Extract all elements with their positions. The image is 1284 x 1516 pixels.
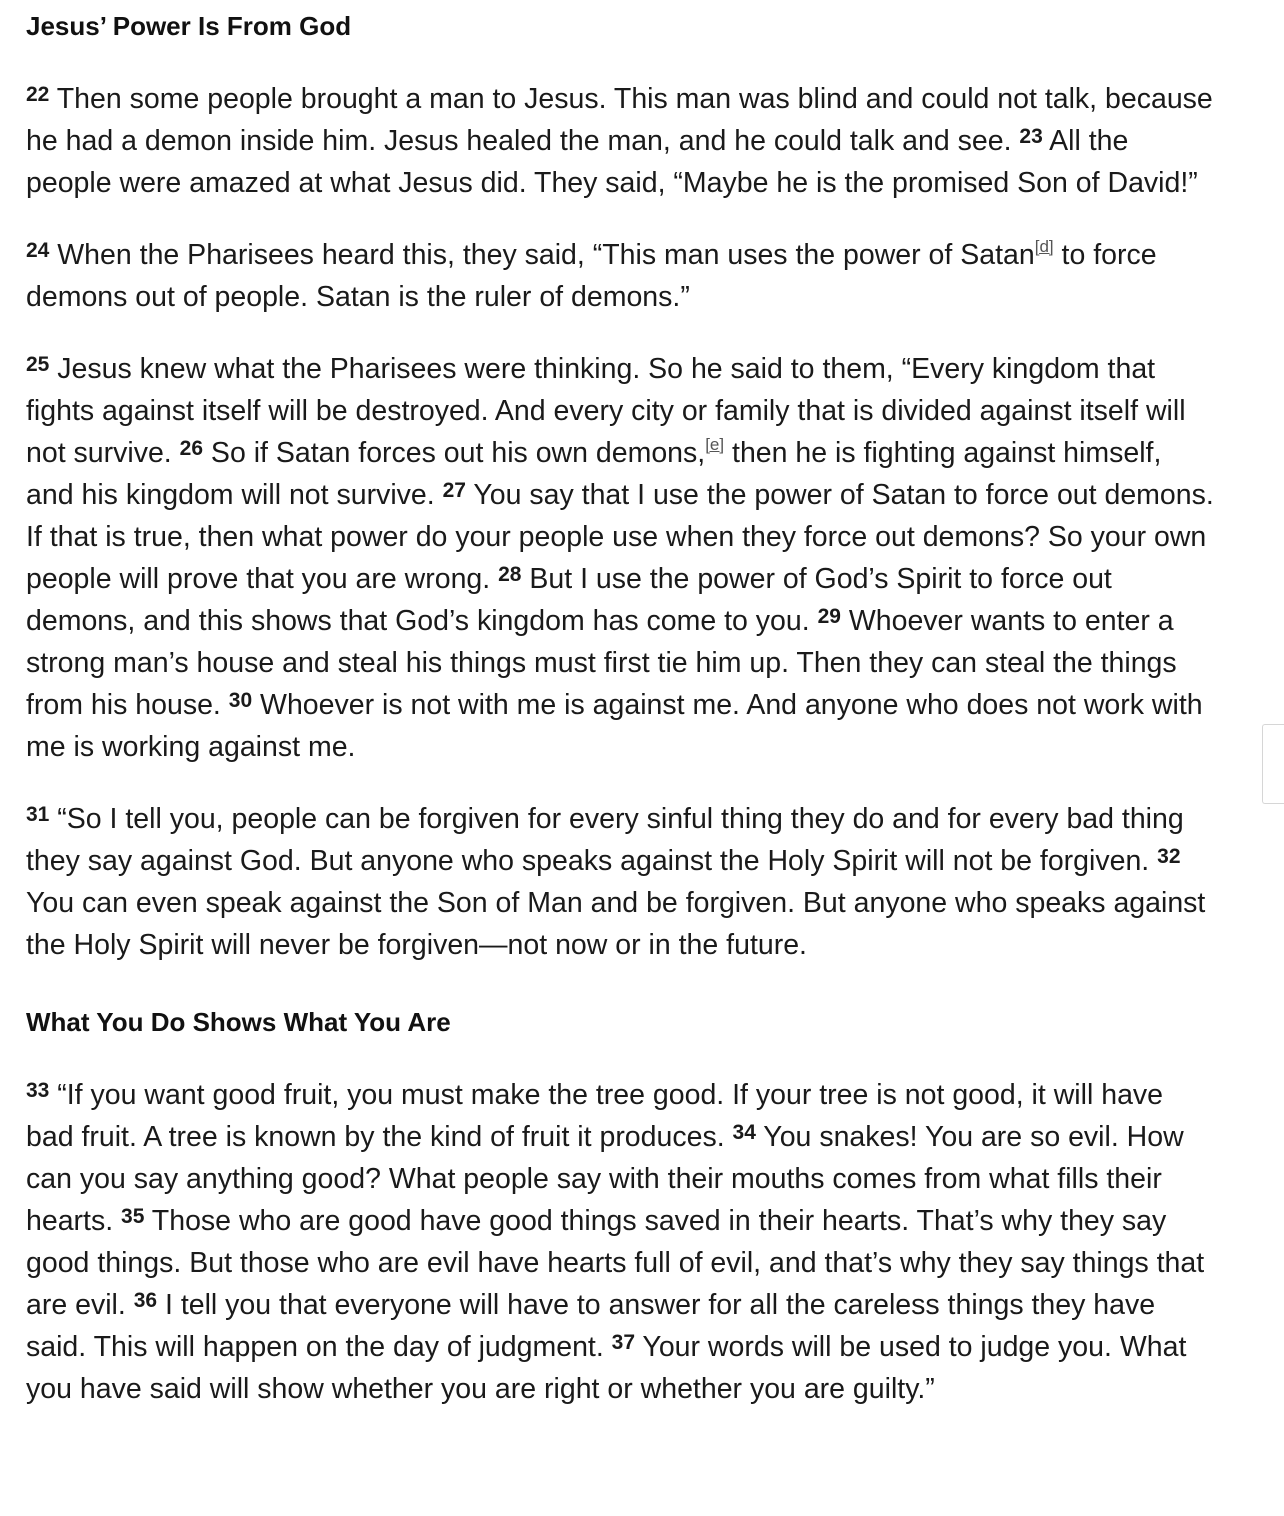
verse-text: You can even speak against the Son of Man and be forgiven. But anyone who speaks against the Holy Spirit will never be forgiven—not now or in the future. — [26, 887, 1206, 961]
footnote-link[interactable]: [e] — [705, 435, 725, 454]
verse-number: 37 — [611, 1331, 636, 1354]
verse-text: All the people were amazed at what Jesus did. They said, “Maybe he is the promised Son of David!” — [26, 125, 1198, 199]
paragraph — [26, 798, 1216, 966]
verse-text: You snakes! You are so evil. How can you say anything good? What people say with their mouths comes from what fills their hearts. — [26, 1121, 1184, 1237]
verse-text: then he is fighting against himself, and his kingdom will not survive. — [26, 437, 1162, 511]
verse-number: 28 — [498, 563, 522, 586]
section-heading: Jesus’ Power Is From God — [26, 11, 352, 41]
verse-text: When the Pharisees heard this, they said, “This man uses the power of Satan — [49, 239, 1035, 271]
paragraph — [26, 1074, 1216, 1410]
side-panel-tab[interactable] — [1262, 724, 1284, 804]
verse-text: I tell you that everyone will have to answer for all the careless things they have said. This will happen on the day of judgment. — [26, 1289, 1156, 1363]
verse-number: 30 — [228, 689, 253, 712]
verse-number: 24 — [26, 239, 50, 262]
verse-number: 29 — [817, 605, 841, 628]
verse-text: Whoever wants to enter a strong man’s house and steal his things must first tie him up. Then they can steal the things from his house. — [26, 605, 1177, 721]
verse-text: “So I tell you, people can be forgiven for every sinful thing they do and for every bad thing they say against God. But anyone who speaks against the Holy Spirit will not be forgiven. — [26, 803, 1184, 877]
verse-number: 34 — [732, 1121, 756, 1144]
verse-number: 35 — [121, 1205, 145, 1228]
verse-text: to force demons out of people. Satan is the ruler of demons.” — [26, 239, 1157, 313]
paragraph — [26, 234, 1216, 318]
paragraph — [26, 348, 1216, 768]
verse-text: Those who are good have good things saved in their hearts. That’s why they say good things. But those who are evil have hearts full of evil, and that’s why they say things that are evil. — [26, 1205, 1205, 1321]
verse-number: 31 — [26, 803, 50, 826]
verse-number: 23 — [1019, 125, 1043, 148]
verse-text: Your words will be used to judge you. What you have said will show whether you are right or whether you are guilty.” — [26, 1331, 1187, 1405]
footnote-link[interactable]: [d] — [1034, 237, 1054, 256]
verse-text: Whoever is not with me is against me. And anyone who does not work with me is working against me. — [26, 689, 1203, 763]
verse-number: 33 — [26, 1079, 50, 1102]
verse-text: So if Satan forces out his own demons, — [203, 437, 706, 469]
paragraph — [26, 78, 1216, 204]
verse-number: 26 — [179, 437, 204, 460]
verse-number: 36 — [133, 1289, 158, 1312]
verse-number: 22 — [26, 83, 50, 106]
scripture-content — [26, 0, 1216, 1410]
verse-text: Jesus knew what the Pharisees were thinking. So he said to them, “Every kingdom that fights against itself will be destroyed. And every city or family that is divided against itself will not survive. — [26, 353, 1186, 469]
verse-text: You say that I use the power of Satan to force out demons. If that is true, then what power do your people use when they force out demons? So your own people will prove that you are wrong. — [26, 479, 1214, 595]
section-heading: What You Do Shows What You Are — [26, 1007, 451, 1037]
verse-number: 32 — [1157, 845, 1181, 868]
verse-text: “If you want good fruit, you must make the tree good. If your tree is not good, it will have bad fruit. A tree is known by the kind of fruit it produces. — [26, 1079, 1164, 1153]
verse-text: Then some people brought a man to Jesus. This man was blind and could not talk, because he had a demon inside him. Jesus healed the man, and he could talk and see. — [26, 83, 1213, 157]
verse-number: 27 — [442, 479, 466, 502]
verse-number: 25 — [26, 353, 50, 376]
verse-text: But I use the power of God’s Spirit to force out demons, and this shows that God’s kingdom has come to you. — [26, 563, 1112, 637]
